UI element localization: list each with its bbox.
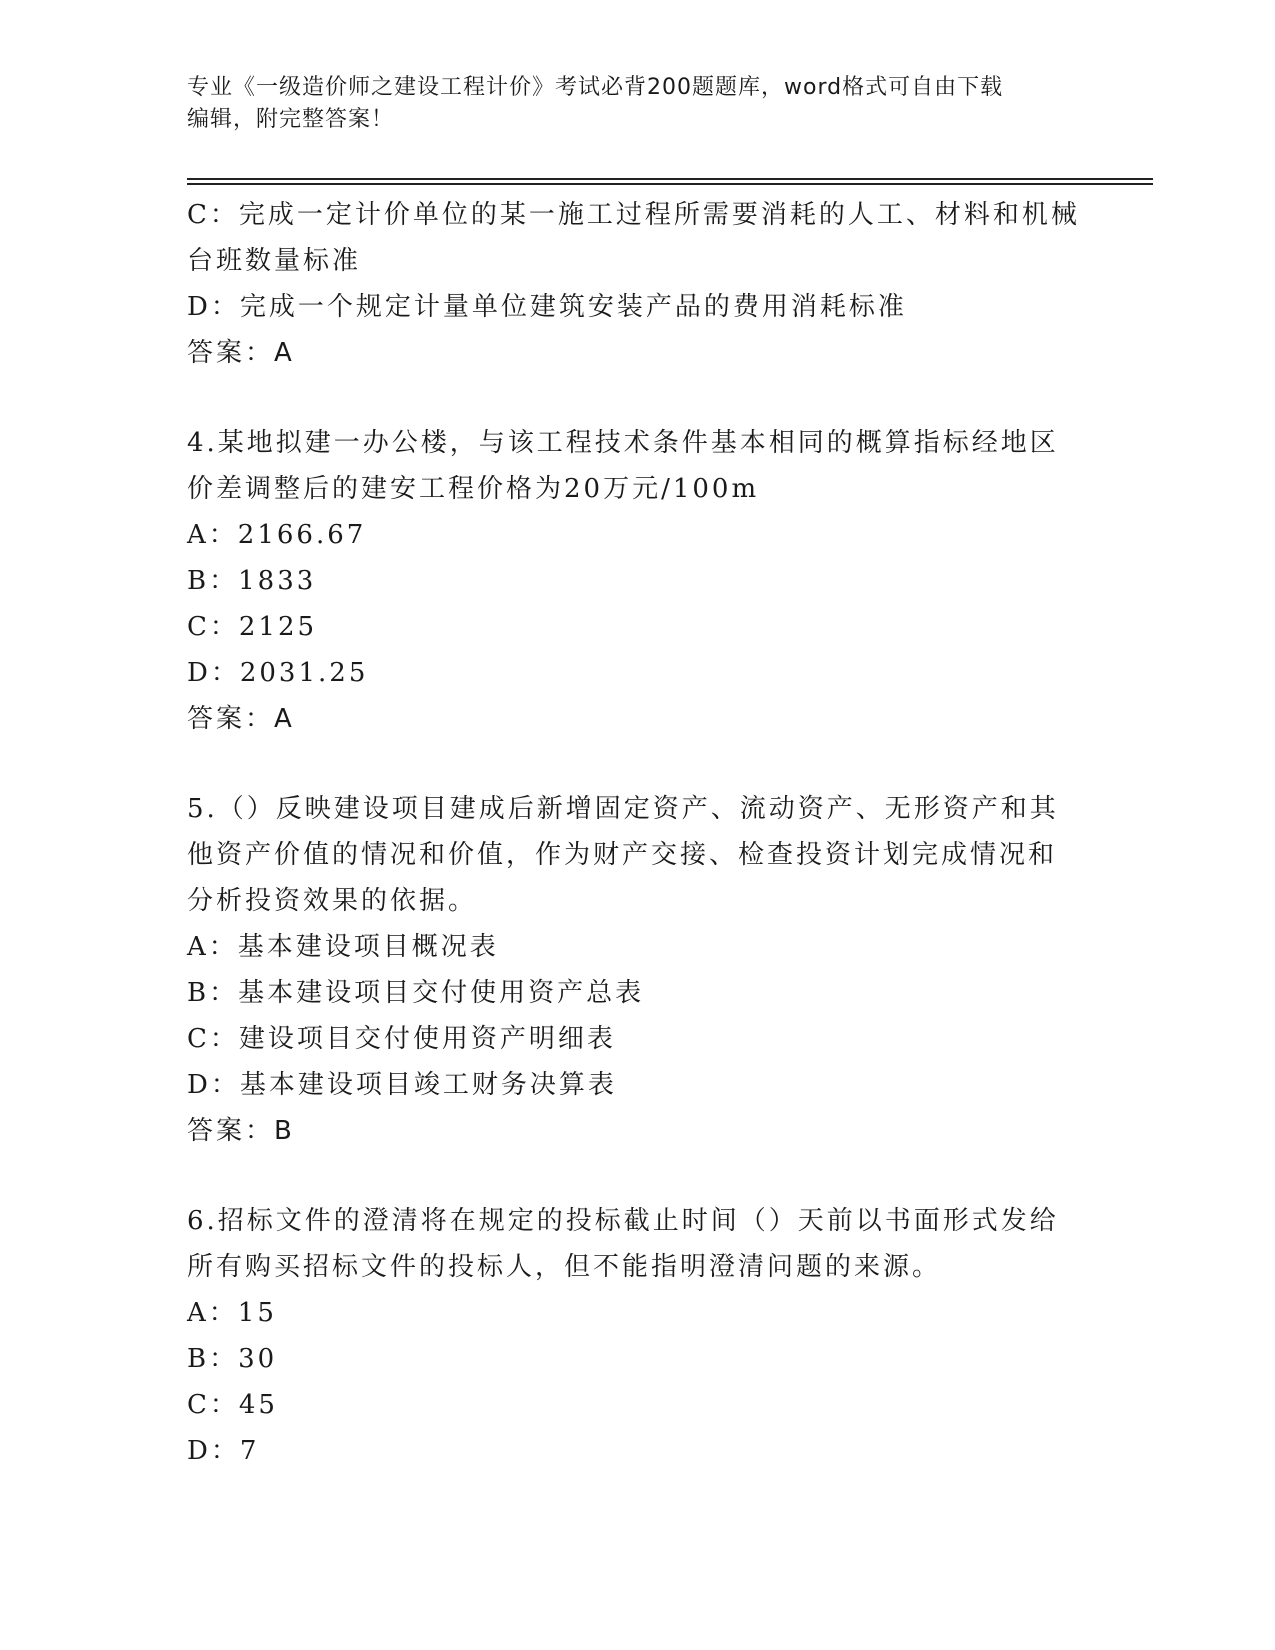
option-c: C：45 (187, 1390, 278, 1420)
option-c-line-1: C：完成一定计价单位的某一施工过程所需要消耗的人工、材料和机械 (187, 200, 1080, 230)
spacer (187, 1154, 1087, 1198)
option-a: A：基本建设项目概况表 (187, 932, 499, 962)
question-text-line-1: 6.招标文件的澄清将在规定的投标截止时间（）天前以书面形式发给 (187, 1206, 1059, 1236)
option-d: D：基本建设项目竣工财务决算表 (187, 1070, 617, 1100)
question-5 (187, 786, 1087, 1154)
answer-label: 答案：B (187, 1116, 295, 1146)
question-text-line-1: 4.某地拟建一办公楼，与该工程技术条件基本相同的概算指标经地区 (187, 428, 1059, 458)
option-d: D：7 (187, 1436, 260, 1466)
option-a: A：2166.67 (187, 520, 367, 550)
question-6 (187, 1198, 1087, 1474)
header-line-1: 专业《一级造价师之建设工程计价》考试必背200题题库，word格式可自由下载 (187, 75, 1004, 100)
option-b: B：基本建设项目交付使用资产总表 (187, 978, 645, 1008)
question-text-line-2: 他资产价值的情况和价值，作为财产交接、检查投资计划完成情况和 (187, 840, 1058, 870)
question-text-line-2: 价差调整后的建安工程价格为20万元/100m (187, 474, 760, 504)
spacer (187, 376, 1087, 420)
answer-label: 答案：A (187, 338, 295, 368)
question-4 (187, 420, 1087, 742)
option-c: C：建设项目交付使用资产明细表 (187, 1024, 616, 1054)
option-c-line-2: 台班数量标准 (187, 246, 362, 276)
document-header (187, 72, 1087, 136)
question-text-line-2: 所有购买招标文件的投标人，但不能指明澄清问题的来源。 (187, 1252, 942, 1282)
option-b: B：1833 (187, 566, 317, 596)
question-text-line-1: 5.（）反映建设项目建成后新增固定资产、流动资产、无形资产和其 (187, 794, 1059, 824)
option-b: B：30 (187, 1344, 278, 1374)
header-divider-bottom (187, 183, 1153, 185)
header-line-2: 编辑，附完整答案！ (187, 107, 395, 132)
option-d: D：完成一个规定计量单位建筑安装产品的费用消耗标准 (187, 292, 907, 322)
question-text-line-3: 分析投资效果的依据。 (187, 886, 478, 916)
question-3-tail (187, 192, 1087, 376)
answer-label: 答案：A (187, 704, 295, 734)
option-d: D：2031.25 (187, 658, 369, 688)
option-a: A：15 (187, 1298, 277, 1328)
question-list (187, 192, 1087, 1474)
spacer (187, 742, 1087, 786)
option-c: C：2125 (187, 612, 318, 642)
header-divider-top (187, 178, 1153, 180)
